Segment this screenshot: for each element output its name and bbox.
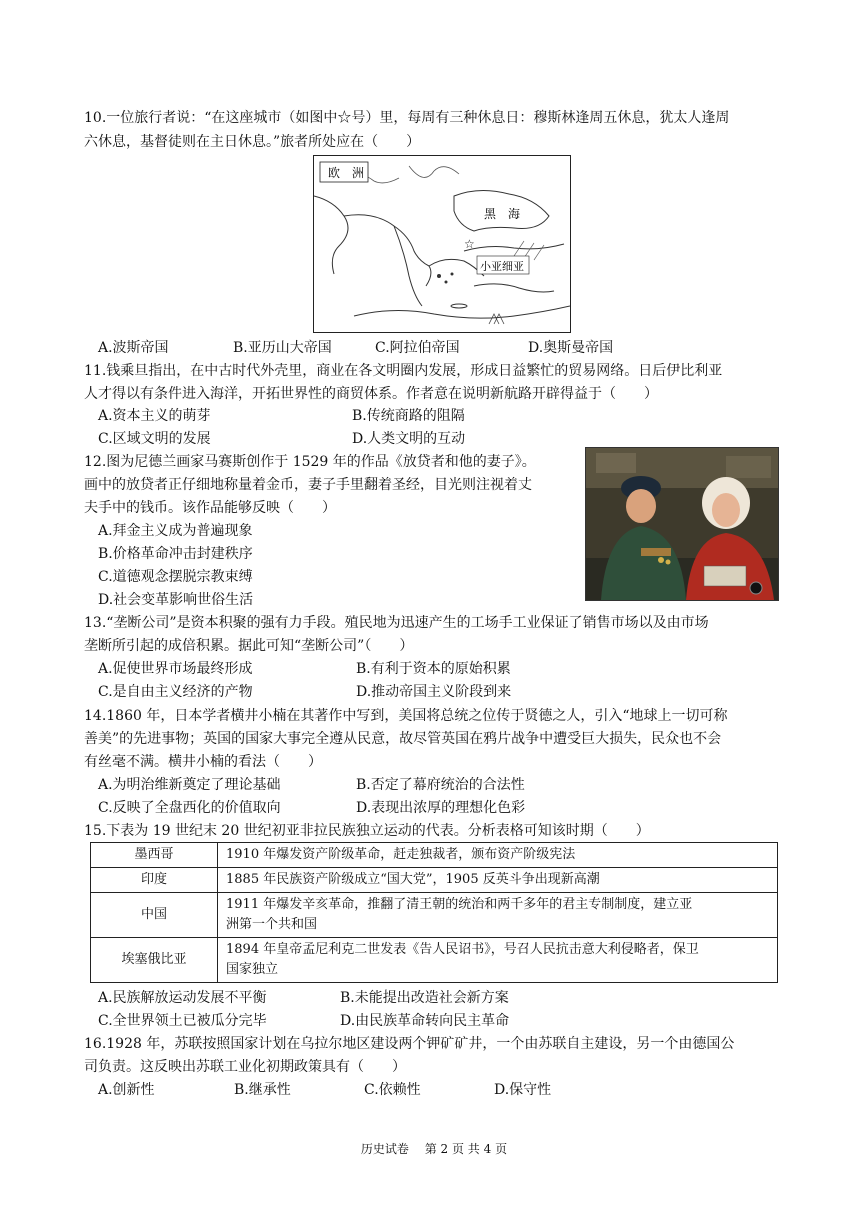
q16-option-b[interactable]: B.继承性 [234, 1082, 291, 1098]
map-label-asia-minor: 小亚细亚 [480, 260, 524, 273]
q14-stem-line1: 14.1860 年，日本学者横井小楠在其著作中写到，美国将总统之位传于贤德之人，引入“地球上一切可称 [84, 708, 728, 724]
map-label-blacksea: 黑 海 [484, 207, 521, 221]
q11-stem-line1: 11.钱乘旦指出，在中古时代外壳里，商业在各文明圈内发展，形成日益繁忙的贸易网络。日后伊比利亚 [84, 363, 723, 379]
q16-stem-line2: 司负责。这反映出苏联工业化初期政策具有（ ） [84, 1059, 406, 1075]
q16-option-a[interactable]: A.创新性 [98, 1082, 155, 1098]
q12-option-c[interactable]: C.道德观念摆脱宗教束缚 [98, 569, 253, 585]
q11-option-a[interactable]: A.资本主义的萌芽 [98, 408, 211, 424]
q11-option-c[interactable]: C.区域文明的发展 [98, 431, 211, 447]
q15-table [90, 842, 778, 983]
q13-stem-line1: 13.“垄断公司”是资本积聚的强有力手段。殖民地为迅速产生的工场手工业保证了销售市场以及由市场 [84, 615, 709, 631]
q10-stem-line2: 六休息，基督徒则在主日休息。”旅者所处应在（ ） [84, 134, 421, 150]
table-row [91, 938, 778, 983]
q12-option-b[interactable]: B.价格革命冲击封建秩序 [98, 546, 253, 562]
q12-option-d[interactable]: D.社会变革影响世俗生活 [98, 592, 254, 608]
q14-option-a[interactable]: A.为明治维新奠定了理论基础 [98, 777, 281, 793]
table-cell-country: 印度 [91, 868, 218, 893]
table-cell-country: 墨西哥 [91, 843, 218, 868]
table-cell-event [218, 868, 778, 893]
q13-option-b[interactable]: B.有利于资本的原始积累 [356, 661, 511, 677]
q11-stem-line2: 人才得以有条件进入海洋，开拓世界性的商贸体系。作者意在说明新航路开辟得益于（ ） [84, 386, 658, 402]
q12-painting [585, 447, 779, 601]
q12-option-a[interactable]: A.拜金主义成为普遍现象 [98, 523, 253, 539]
q14-option-c[interactable]: C.反映了全盘西化的价值取向 [98, 800, 281, 816]
q12-stem-line2: 画中的放贷者正仔细地称量着金币，妻子手里翻着圣经，目光则注视着丈 [84, 477, 532, 493]
q10-option-b[interactable]: B.亚历山大帝国 [233, 340, 332, 356]
q10-option-a[interactable]: A.波斯帝国 [98, 340, 169, 356]
q16-stem-line1: 16.1928 年，苏联按照国家计划在乌拉尔地区建设两个钾矿矿井，一个由苏联自主建设，另一个由德国公 [84, 1036, 735, 1052]
q10-option-d[interactable]: D.奥斯曼帝国 [528, 340, 614, 356]
q16-option-d[interactable]: D.保守性 [494, 1082, 552, 1098]
event-line: 国家独立 [226, 962, 279, 977]
q11-option-d[interactable]: D.人类文明的互动 [352, 431, 466, 447]
q16-option-c[interactable]: C.依赖性 [364, 1082, 421, 1098]
q13-option-c[interactable]: C.是自由主义经济的产物 [98, 684, 253, 700]
table-row [91, 893, 778, 938]
q15-option-d[interactable]: D.由民族革命转向民主革命 [340, 1013, 510, 1029]
painting-drawing [586, 448, 778, 600]
page-footer: 历史试卷 第 2 页 共 4 页 [360, 1142, 508, 1156]
event-line: 1894 年皇帝孟尼利克二世发表《告人民诏书》，号召人民抗击意大利侵略者，保卫 [226, 942, 699, 957]
q15-option-b[interactable]: B.未能提出改造社会新方案 [340, 990, 509, 1006]
table-row [91, 843, 778, 868]
q10-map [313, 155, 571, 333]
table-cell-event [218, 893, 778, 938]
q15-stem-line1: 15.下表为 19 世纪末 20 世纪初亚非拉民族独立运动的代表。分析表格可知该时期（ ） [84, 823, 650, 839]
q14-stem-line3: 有丝毫不满。横井小楠的看法（ ） [84, 754, 322, 770]
q10-option-c[interactable]: C.阿拉伯帝国 [375, 340, 460, 356]
q14-stem-line2: 善美”的先进事物；英国的国家大事完全遵从民意，故尽管英国在鸦片战争中遭受巨大损失，民众也不会 [84, 731, 722, 747]
event-line: 1885 年民族资产阶级成立“国大党”，1905 反英斗争出现新高潮 [226, 872, 600, 887]
event-line: 1911 年爆发辛亥革命，推翻了清王朝的统治和两千多年的君主专制制度，建立亚 [226, 897, 693, 912]
map-drawing [314, 156, 570, 332]
table-cell-event [218, 843, 778, 868]
event-line: 洲第一个共和国 [226, 917, 318, 932]
q14-option-d[interactable]: D.表现出浓厚的理想化色彩 [356, 800, 526, 816]
q15-option-a[interactable]: A.民族解放运动发展不平衡 [98, 990, 267, 1006]
table-row [91, 868, 778, 893]
q14-option-b[interactable]: B.否定了幕府统治的合法性 [356, 777, 525, 793]
q15-option-c[interactable]: C.全世界领土已被瓜分完毕 [98, 1013, 267, 1029]
q13-stem-line2: 垄断所引起的成倍积累。据此可知“垄断公司”（ ） [84, 638, 414, 654]
q12-stem-line3: 夫手中的钱币。该作品能够反映（ ） [84, 500, 336, 516]
q10-stem-line1: 10.一位旅行者说：“在这座城市（如图中☆号）里，每周有三种休息日：穆斯林逢周五休息，犹太人逢周 [84, 110, 730, 126]
table-cell-event [218, 938, 778, 983]
q12-stem-line1: 12.图为尼德兰画家马赛斯创作于 1529 年的作品《放贷者和他的妻子》。 [84, 454, 536, 470]
event-line: 1910 年爆发资产阶级革命，赶走独裁者，颁布资产阶级宪法 [226, 847, 576, 862]
map-label-europe: 欧 洲 [328, 166, 365, 180]
table-cell-country: 中国 [91, 893, 218, 938]
q13-option-d[interactable]: D.推动帝国主义阶段到来 [356, 684, 512, 700]
q13-option-a[interactable]: A.促使世界市场最终形成 [98, 661, 253, 677]
table-cell-country: 埃塞俄比亚 [91, 938, 218, 983]
star-marker-icon: ☆ [464, 237, 475, 251]
q11-option-b[interactable]: B.传统商路的阻隔 [352, 408, 465, 424]
